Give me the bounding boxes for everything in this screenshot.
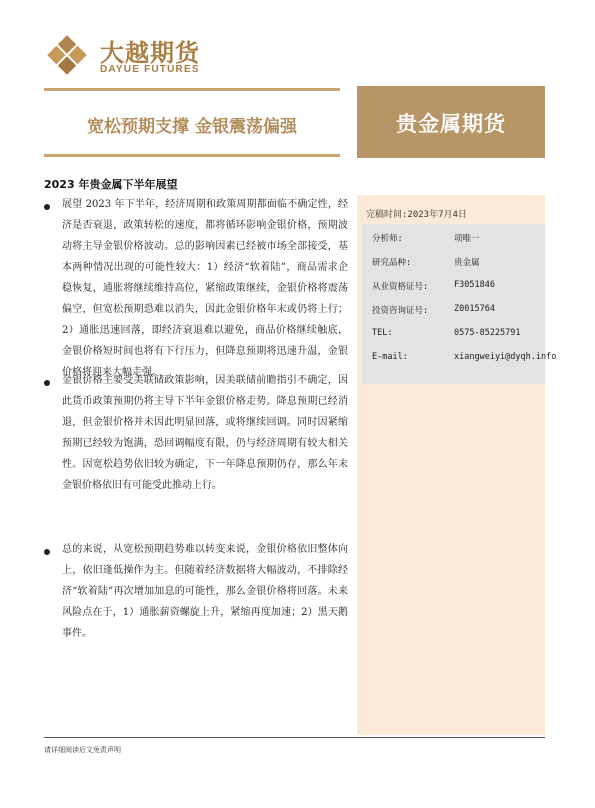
report-headline: 宽松预期支撑 金银震荡偏强 — [87, 117, 297, 137]
header-rule-top — [44, 88, 340, 91]
info-value: 项唯一 — [454, 234, 480, 244]
footer-rule — [44, 737, 545, 738]
info-label: 研究品种: — [372, 258, 412, 268]
category-banner — [357, 86, 545, 158]
paragraph-outlook: 展望 2023 年下半年，经济周期和政策周期都面临不确定性，经济是否衰退，政策转松的速度，都将循环影响金银价格，预期波动将主导金银价格波动。总的影响因素已经被市场全部接受，基本两种情况出现的可能性较大：1）经济“软着陆”，商品需求企稳恢复，通胀将继续维持高位，紧缩政策继续，金银价格将震荡偏空，但宽松预期恐难以消失，因此金银价格年末或仍将上行；2）通胀迅速回落，即经济衰退难以避免，商品价格继续触底，金银价格短时间也将有下行压力，但降息预期将迅速升温，金银价格将迎来大幅走强。 — [62, 199, 348, 378]
category-label: 贵金属期货 — [396, 112, 506, 136]
info-value: Z0015764 — [454, 304, 495, 314]
info-label: 投资咨询证号: — [372, 306, 429, 316]
brand-logo — [44, 30, 214, 82]
section-title: 2023 年贵金属下半年展望 — [44, 178, 178, 191]
info-label: 从业资格证号: — [372, 282, 429, 292]
bullet-marker — [44, 204, 50, 210]
bullet-marker — [44, 549, 50, 555]
footer-disclaimer: 请详细阅读后文免责声明 — [44, 746, 121, 754]
diamond-logo-icon — [44, 32, 90, 78]
info-label: E-mail: — [372, 352, 408, 362]
brand-name-en: DAYUE FUTURES — [100, 64, 200, 75]
info-value: 0575-85225791 — [454, 328, 521, 338]
info-value[interactable]: xiangweiyi@dyqh.info — [454, 352, 557, 362]
info-label: 分析师: — [372, 234, 403, 244]
brand-name-cn: 大越期货 — [100, 39, 200, 67]
info-label: TEL: — [372, 328, 393, 338]
info-value: 贵金属 — [454, 258, 480, 268]
paragraph-fed-policy: 金银价格主要受美联储政策影响，因美联储前瞻指引不确定，因此货币政策预期仍将主导下半年金银价格走势。降息预期已经消退，但金银价格并未因此明显回落，或将继续回调。同时因紧缩预期已经较为饱满，恐回调幅度有限，仍与经济周期有较大相关性。因宽松趋势依旧较为确定，下一年降息预期仍存，那么年末金银价格依旧有可能受此推动上行。 — [62, 375, 348, 491]
info-value: F3051846 — [454, 280, 495, 290]
analyst-info-box — [362, 224, 557, 384]
bullet-marker — [44, 380, 50, 386]
paragraph-summary: 总的来说，从宽松预期趋势难以转变来说，金银价格依旧整体向上，依旧逢低操作为主。但随着经济数据将大幅波动，不排除经济“软着陆”再次增加加息的可能性，那么金银价格将回落。未来风险点在于，1）通胀薪资螺旋上升，紧缩再度加速；2）黑天鹅事件。 — [62, 544, 348, 639]
finish-date: 完稿时间:2023年7月4日 — [366, 210, 467, 220]
header-rule-bottom — [44, 154, 340, 157]
